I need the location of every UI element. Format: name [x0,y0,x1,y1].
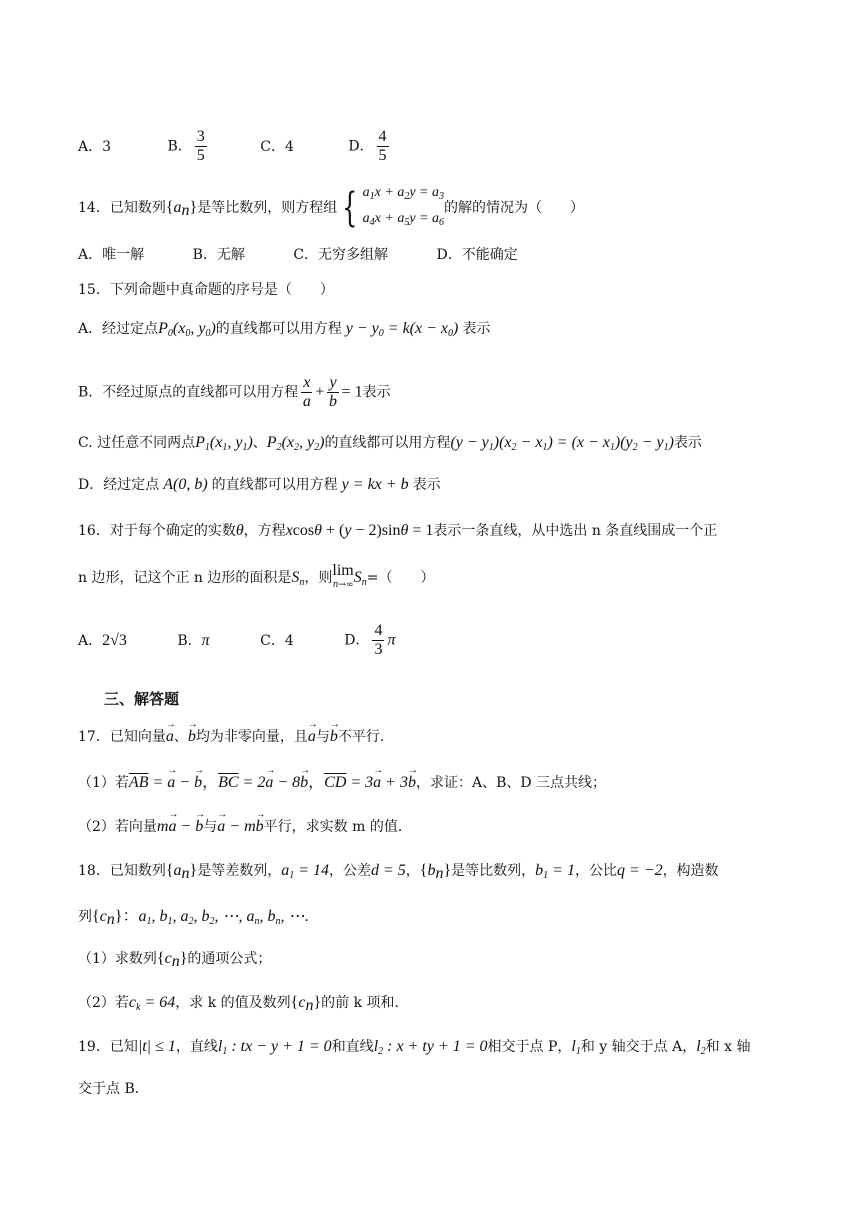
vector-b: b → [188,726,196,748]
limit: lim n→∞ [332,562,354,590]
text: 19．已知 [78,1039,138,1055]
text: （2）若 [78,995,129,1011]
text: 的前 k 项和． [321,995,409,1011]
math: $P_0(x_0$, $y_0$) [158,320,216,339]
text: （1）若 [78,775,129,791]
math: $\overline{BC} = 2a$ → − 8b → [218,774,308,791]
text: ，方程 [243,523,286,539]
text: 和 x 轴 [705,1039,751,1055]
math: $l_1$ : tx − y + 1 = 0 [217,1038,332,1057]
math: θ [235,522,244,539]
q15-option-c[interactable]: C. 过任意不同两点$P_1(x_1$, $y_1$)、$P_2(x_2$, $y_2$)的直线都可以用方程$(y - y_1)(x_2 - x_1) = (x - x_1)(y_2 - y_1)$表示 [78,434,702,453]
q15-option-a[interactable] [78,318,790,345]
q15-option-b[interactable] [78,374,790,411]
q14-option-b[interactable]: B．无解 [192,247,245,263]
math: $b_1 = 1$ [535,862,575,881]
text: B．不经过原点的直线都可以用方程 [78,384,299,401]
math: $S_n$ [291,569,305,588]
text: 均为非零向量，且 [195,729,308,745]
q15-option-d[interactable] [78,474,790,496]
denominator: 5 [196,147,205,164]
text: 相交于点 P， [487,1039,572,1055]
q17-part1: （1）若$\overline{AB} = a$ → − b →，$\overline{BC} = 2a$ → − 8b →，$\overline{CD} = 3a$ → + 3b →，求证：A、B、D 三点共线； [78,772,790,794]
option-label: D． [344,632,370,649]
q14-option-c[interactable]: C．无穷多组解 [293,247,389,263]
q16-options [78,622,790,659]
q14-option-a[interactable]: A．唯一解 [78,247,145,263]
text: ，直线 [175,1039,218,1055]
math: |t| ≤ 1 [137,1038,176,1055]
q13-option-a[interactable]: A．3 [78,138,112,155]
text: 和 y 轴交于点 A， [580,1039,697,1055]
math: $\{a_n\}$ [165,862,198,882]
math: $y - y_0 = k(x - x_0)$ [341,320,463,339]
math: x [285,522,293,539]
text: 、 [173,729,188,745]
q14-options [78,244,790,266]
text: A．经过定点 [78,321,159,337]
text: D．经过定点 [78,477,160,493]
math: $\overline{AB} = a$ → − b → [129,774,202,791]
q16-stem-line1: 16．对于每个确定的实数θ，方程xcosθ + (y − 2)sinθ = 1表示一条直线，从中选出 n 条直线围成一个正 [78,522,718,539]
text: ，公比 [574,863,617,879]
text: 的直线都可以用方程 [324,435,451,451]
q16-option-b[interactable] [177,630,209,652]
text: （2）若向量 [78,819,157,835]
math: q = −2 [616,862,663,879]
brace: { [342,185,358,231]
q16-option-c[interactable]: C．4 [260,632,294,649]
math: $\{b_n\}$ [419,862,452,882]
text: 16．对于每个确定的实数 [78,523,236,539]
math: d = 5 [371,862,406,879]
math: ma → − b → [157,818,203,835]
q18-part2 [78,992,790,1019]
math: $a_1$, $b_1$, $a_2$, $b_2$, ⋯, $a_n$, $b_n$, ⋯ [138,908,305,927]
text: 表示一条直线，从中选出 n 条直线围成一个正 [433,523,718,539]
math: a → − mb → [217,818,263,835]
option-label: D． [348,138,374,155]
text: ，则 [304,570,333,586]
math: 2√3 [102,631,127,649]
vector-b: b → [330,726,338,748]
text: ，求 k 的值及数列 [175,995,291,1011]
q17-stem [78,726,790,748]
q14-option-d[interactable]: D．不能确定 [436,247,518,263]
text: 表示 [412,477,441,493]
equation-system: $a_1x + a_2y = a_3$ $a_4x + a_5y = a_6$ [362,185,444,228]
math: = 1 [341,383,363,401]
math: + [315,383,325,401]
math: $c_k = 64$ [128,994,176,1013]
text: 是等差数列， [197,863,282,879]
math: $\{a_n\}$ [165,199,198,219]
text: =（ ） [366,570,435,586]
q15-stem: 15．下列命题中真命题的序号是（ ） [78,282,334,298]
text: 18．已知数列 [78,863,166,879]
text: 表示 [673,435,702,451]
math: π [201,631,210,649]
q13-option-c[interactable]: C．4 [260,138,294,155]
q19-stem-line1 [78,1036,790,1063]
fraction [377,128,389,165]
q16-stem-line2: n 边形，记这个正 n 边形的面积是$S_n$，则lim n→∞ $S_n=$（ ） [78,562,435,590]
text: C. 过任意不同两点 [78,435,196,451]
q18-part1 [78,948,790,973]
text: 的通项公式； [187,951,272,967]
q19-stem-line2: 交于点 B． [78,1081,149,1097]
q13-option-d[interactable] [348,128,391,165]
math: cos [292,522,315,539]
math: $(y - y_1)(x_2 - x_1) = (x - x_1)(y_2 - y_1)$ [450,434,674,453]
text: 是等比数列， [451,863,536,879]
math: $\{c_n\}$ [290,994,322,1014]
math: $l_1$ [571,1038,581,1057]
text: ，公差 [329,863,371,879]
text: 列 [78,909,92,925]
numerator: 4 [378,128,387,145]
text: 表示 [462,321,491,337]
text: 是等比数列，则方程组 [197,200,338,216]
option-label: B． [167,138,192,155]
text: ． [304,909,319,925]
vector-a: a → [166,726,174,748]
math: A(0, b) [159,476,212,493]
q13-options [78,128,790,165]
section-heading: 三、解答题 [104,690,180,708]
text: ，构造数 [662,863,719,879]
text: （1）求数列 [78,951,157,967]
text: 的解的情况为（ ） [444,200,584,216]
math: $l_2$ [696,1038,706,1057]
text: 不平行． [337,729,394,745]
math: $a_1 = 14$ [281,862,329,881]
q16-option-d[interactable]: D． $\frac{4}{3}$ π [344,622,396,658]
fraction: $\frac{y}{b}$ [328,374,337,410]
text: 与 [203,819,218,835]
q13-option-b[interactable] [167,128,209,165]
math: $\{c_n\}$ [156,950,188,970]
text: ， [405,863,420,879]
math: $P_1(x_1$, $y_1$) [195,434,253,453]
fraction: $\frac{4}{3}$ [374,622,383,658]
text: 平行，求实数 m 的值． [263,819,412,835]
text: 的直线都可以用方程 [211,477,338,493]
option-label: A． [78,632,103,649]
q18-stem-line1 [78,860,790,887]
math: $\{c_n\}$： [92,908,139,928]
text: 和直线 [331,1039,374,1055]
q16-option-a[interactable] [78,630,127,652]
math: $l_2$ : x + ty + 1 = 0 [373,1038,488,1057]
math: y = kx + b [337,476,413,493]
option-label: B． [177,632,202,649]
text: n 边形，记这个正 n 边形的面积是 [78,570,292,586]
text: 17．已知向量 [78,729,166,745]
text: 表示 [362,384,391,401]
math: $P_2(x_2$, $y_2$) [266,434,325,453]
fraction: $\frac{x}{a}$ [302,374,311,410]
vector-a: a → [308,726,316,748]
text: ，求证：A、B、D 三点共线； [415,775,607,791]
q14-stem [78,182,790,234]
math: $\overline{CD} = 3a$ → + 3b → [324,774,416,791]
text: 的直线都可以用方程 [215,321,342,337]
q17-part2 [78,816,790,838]
numerator: 3 [196,128,205,145]
q18-stem-line2 [78,906,790,933]
denominator: 5 [378,147,387,164]
text: 14．已知数列 [78,200,166,216]
fraction [195,128,207,165]
text: 与 [315,729,330,745]
